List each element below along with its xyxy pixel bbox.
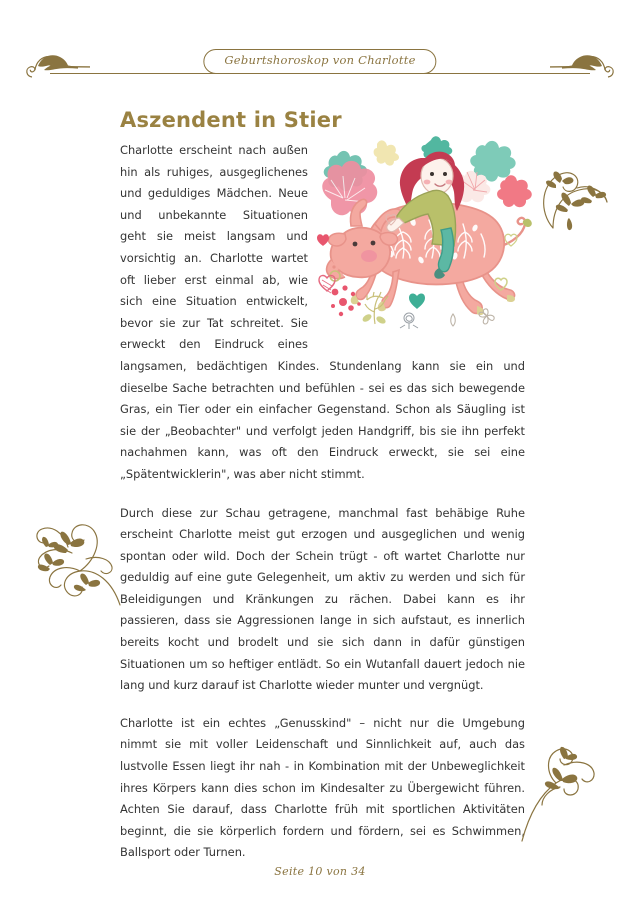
header-flourish-right-icon: [550, 44, 618, 84]
paragraph-1: Charlotte erscheint nach außen hin als ruhiges, ausgeglichenes und geduldiges Mädchen. Neue und unbekannte Situationen geht sie meist langsam und vorsichtig an. Charlotte wartet oft lieber erst einmal ab, wie sich eine Situation entwickelt, bevor sie zur Tat schreitet. Sie erweckt den Eindruck eines langsamen, bedächtigen Kindes. Stundenlang kann sie ein und dieselbe Sache betrachten und befühlen - sei es das sich bewegende Gras, ein Tier oder ein einfacher Gegenstand. Schon als Säugling ist sie der „Beobachter" und verfolgt jeden Handgriff, bis sie ihn perfekt nachahmen kann, was oft den Eindruck erweckt, sie sei eine „Spätentwicklerin", was aber nicht stimmt.: [120, 143, 525, 481]
scroll-vine-ornament-left-icon: [24, 503, 134, 621]
page-footer: [0, 860, 640, 879]
paragraph-2: Durch diese zur Schau getragene, manchmal fast behäbige Ruhe erscheint Charlotte meist gut erzogen und ausgeglichen und wenig spontan oder wild. Doch der Schein trügt - oft wartet Charlotte nur geduldig auf eine gute Gelegenheit, um aktiv zu werden und sich für Beleidigungen und Kränkungen zu rächen. Dabei kann es ihr passieren, dass sie Aggressionen lange in sich aufstaut, es innerlich bereits kocht und brodelt und sie sich dann in dafür günstigen Situationen um so heftiger entlädt. So ein Wutanfall dauert jedoch nie lang und kurz darauf ist Charlotte wieder munter und vergnügt.: [120, 505, 525, 693]
footer-page-label: Seite 10 von 34: [274, 865, 366, 878]
illustration-text-wrap-spacer: [320, 132, 535, 332]
article-body: [120, 140, 525, 880]
page-header: [0, 22, 640, 66]
header-flourish-left-icon: [22, 44, 90, 84]
page-title: Aszendent in Stier: [120, 108, 342, 133]
header-badge-label: Geburtshoroskop von Charlotte: [224, 53, 416, 67]
vine-leaf-ornament-right-top-icon: [523, 150, 623, 255]
header-title-badge: [203, 49, 436, 74]
paragraph-3: Charlotte ist ein echtes „Genusskind" – nicht nur die Umgebung nimmt sie mit voller Leidenschaft und Sinnlichkeit auf, auch das lustvolle Essen liegt ihr nah - in Kombination mit der Unbeweglichkeit ihres Körpers kann dies schon im Kindesalter zu Übergewicht führen. Achten Sie darauf, dass Charlotte früh mit sportlichen Aktivitäten beginnt, die sie körperlich fordern und fördern, sei es Schwimmen, Ballsport oder Turnen.: [120, 715, 525, 860]
